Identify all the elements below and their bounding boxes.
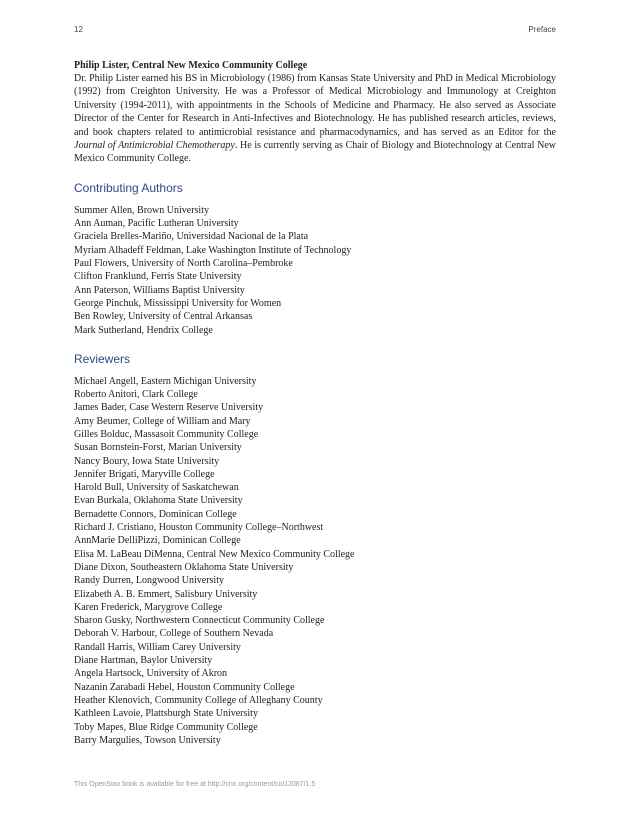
- list-item: Gilles Bolduc, Massasoit Community College: [74, 429, 259, 440]
- list-item: Nazanin Zarabadi Hebel, Houston Community College: [74, 681, 295, 693]
- list-item: Diane Hartman, Baylor University: [74, 655, 213, 667]
- list-item: Jennifer Brigati, Maryville College: [74, 468, 215, 480]
- list-item: Sharon Gusky, Northwestern Connecticut Community College: [74, 615, 325, 627]
- section-name: Preface: [528, 25, 556, 34]
- list-item: Clifton Franklund, Ferris State University: [74, 271, 242, 283]
- list-item: Graciela Brelles-Mariño, Universidad Nacional de la Plata: [74, 231, 309, 243]
- page-content: [74, 59, 556, 747]
- list-item: Karen Frederick, Marygrove College: [74, 601, 223, 613]
- list-item: Ben Rowley, University of Central Arkansas: [74, 311, 253, 323]
- contributing-authors-heading: Contributing Authors: [74, 180, 183, 195]
- list-item: Randy Durren, Longwood University: [74, 575, 224, 587]
- list-item: Paul Flowers, University of North Carolina–Pembroke: [74, 258, 293, 270]
- list-item: Roberto Anitori, Clark College: [74, 389, 198, 401]
- list-item: Ann Auman, Pacific Lutheran University: [74, 218, 239, 230]
- list-item: Bernadette Connors, Dominican College: [74, 508, 237, 520]
- list-item: Heather Klenovich, Community College of Alleghany County: [74, 694, 323, 706]
- page-header: [74, 25, 556, 37]
- bio-paragraph: [74, 72, 556, 166]
- reviewers-heading: Reviewers: [74, 351, 131, 366]
- reviewers-list: [74, 375, 556, 747]
- list-item: James Bader, Case Western Reserve University: [74, 402, 264, 414]
- bio-journal: Journal of Antimicrobial Chemotherapy: [74, 140, 235, 152]
- list-item: Angela Hartsock, University of Akron: [74, 668, 228, 680]
- page-number: 12: [74, 25, 83, 34]
- list-item: Deborah V. Harbour, College of Southern Nevada: [74, 628, 274, 640]
- bio-title: Philip Lister, Central New Mexico Community College: [74, 60, 308, 71]
- list-item: Richard J. Cristiano, Houston Community College–Northwest: [74, 522, 324, 534]
- list-item: George Pinchuk, Mississippi University for Women: [74, 297, 282, 309]
- list-item: Kathleen Lavoie, Plattsburgh State University: [74, 708, 258, 720]
- list-item: Evan Burkala, Oklahoma State University: [74, 495, 243, 507]
- list-item: Harold Bull, University of Saskatchewan: [74, 482, 239, 494]
- list-item: Diane Dixon, Southeastern Oklahoma State University: [74, 561, 294, 573]
- list-item: Summer Allen, Brown University: [74, 204, 209, 216]
- list-item: Susan Bornstein-Forst, Marian University: [74, 442, 242, 454]
- list-item: Toby Mapes, Blue Ridge Community College: [74, 721, 258, 733]
- list-item: Randall Harris, William Carey University: [74, 641, 241, 653]
- list-item: Ann Paterson, Williams Baptist University: [74, 284, 245, 296]
- list-item: Barry Margulies, Towson University: [74, 734, 221, 746]
- list-item: Elizabeth A. B. Emmert, Salisbury University: [74, 588, 258, 600]
- list-item: AnnMarie DelliPizzi, Dominican College: [74, 535, 241, 547]
- list-item: Amy Beumer, College of William and Mary: [74, 415, 251, 427]
- list-item: Nancy Boury, Iowa State University: [74, 455, 220, 467]
- page-footer: This OpenStax book is available for free at http://cnx.org/content/col12087/1.5: [74, 781, 316, 788]
- contributing-authors-list: [74, 204, 556, 337]
- list-item: Elisa M. LaBeau DiMenna, Central New Mexico Community College: [74, 548, 355, 560]
- list-item: Michael Angell, Eastern Michigan University: [74, 375, 257, 387]
- bio-text-before: Dr. Philip Lister earned his BS in Microbiology (1986) from Kansas State University and PhD in Medical Microbiology (1992) from Creighton University. He was a Professor of Medical Microbiology and Immunology at Creighton University (1994-2011), with appointments in the Schools of Medicine and Pharmacy. He also served as Associate Director of the Center for Research in Anti-Infectives and Biotechnology. He has published research articles, reviews, and book chapters related to antimicrobial resistance and pharmacodynamics, and has served as an Editor for the: [74, 73, 556, 138]
- list-item: Mark Sutherland, Hendrix College: [74, 324, 213, 336]
- list-item: Myriam Alhadeff Feldman, Lake Washington Institute of Technology: [74, 244, 352, 256]
- bio-text-after: . He is currently serving as Chair of Biology and Biotechnology at Central New Mexico Community College.: [74, 140, 556, 165]
